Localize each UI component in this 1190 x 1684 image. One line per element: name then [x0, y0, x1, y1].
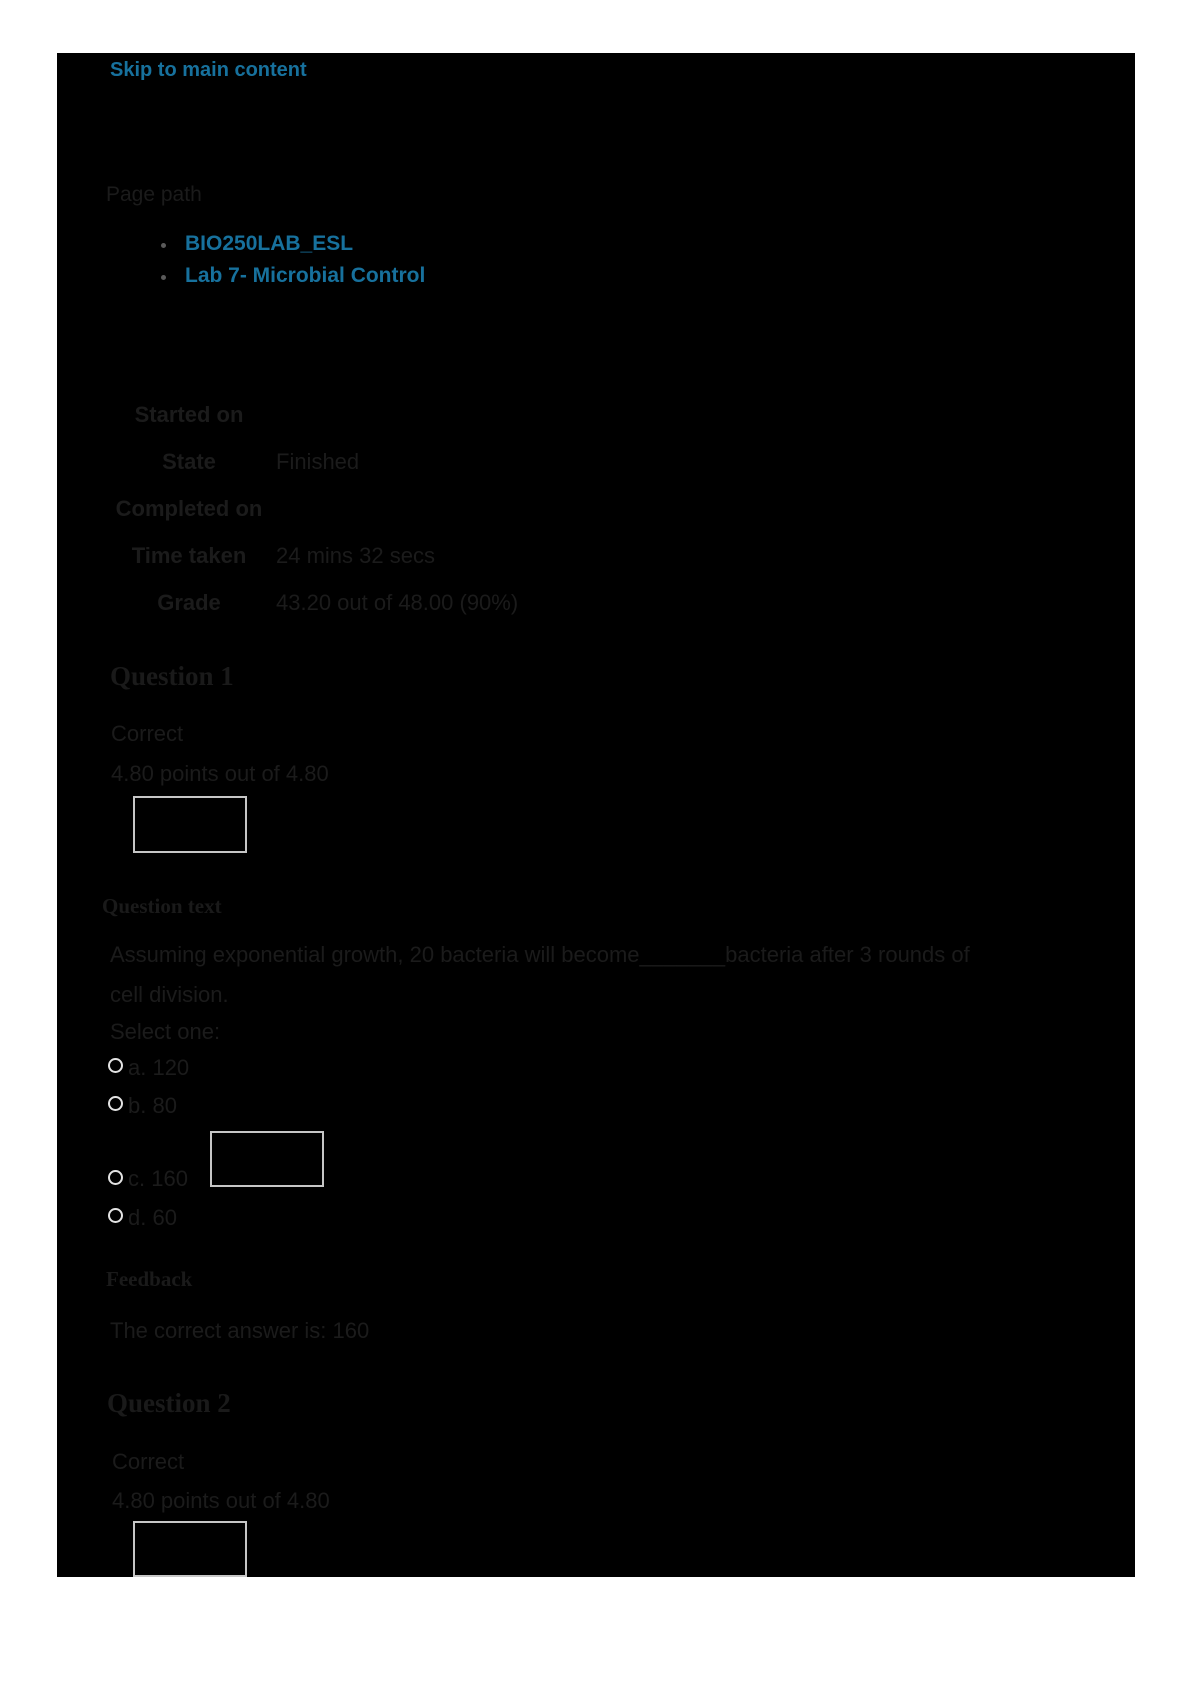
breadcrumb-link-course[interactable]: BIO250LAB_ESL: [185, 232, 354, 255]
broken-image-placeholder: [133, 1521, 247, 1577]
question-2-title: Question 2: [107, 1388, 231, 1418]
question-2-status: Correct: [112, 1449, 185, 1474]
feedback-text: The correct answer is: 160: [110, 1318, 370, 1343]
radio-option-b[interactable]: [108, 1096, 123, 1111]
summary-label-completed-on: Completed on: [115, 496, 263, 521]
summary-value-time-taken: 24 mins 32 secs: [276, 543, 435, 568]
question-2-points: 4.80 points out of 4.80: [112, 1488, 330, 1513]
question-1-text-line2: cell division.: [110, 982, 229, 1007]
option-d-label: d. 60: [128, 1205, 177, 1230]
summary-label-state: State: [162, 449, 216, 474]
summary-value-grade: 43.20 out of 48.00 (90%): [276, 590, 519, 615]
summary-value-state: Finished: [276, 449, 360, 474]
skip-to-main-content-link[interactable]: Skip to main content: [110, 59, 307, 81]
question-1-points: 4.80 points out of 4.80: [111, 761, 329, 786]
summary-label-grade: Grade: [157, 590, 221, 615]
breadcrumb-bullet-icon: [161, 243, 166, 248]
select-one-prompt: Select one:: [110, 1019, 221, 1044]
breadcrumb-link-quiz[interactable]: Lab 7- Microbial Control: [185, 264, 426, 287]
page-path-heading: Page path: [106, 183, 202, 206]
summary-label-started-on: Started on: [134, 402, 244, 427]
broken-image-placeholder: [133, 796, 247, 853]
radio-option-a[interactable]: [108, 1058, 123, 1073]
radio-option-d[interactable]: [108, 1208, 123, 1223]
breadcrumb-bullet-icon: [161, 275, 166, 280]
broken-image-placeholder: [210, 1131, 324, 1187]
summary-label-time-taken: Time taken: [131, 543, 247, 568]
radio-option-c[interactable]: [108, 1170, 123, 1185]
feedback-label: Feedback: [106, 1267, 193, 1291]
question-1-status: Correct: [111, 721, 184, 746]
option-c-label: c. 160: [128, 1166, 188, 1191]
option-a-label: a. 120: [128, 1055, 190, 1080]
question-1-text-line1: Assuming exponential growth, 20 bacteria will become_______bacteria after 3 rounds of: [110, 942, 970, 967]
question-1-title: Question 1: [110, 661, 234, 691]
question-text-label: Question text: [102, 894, 222, 918]
option-b-label: b. 80: [128, 1093, 177, 1118]
